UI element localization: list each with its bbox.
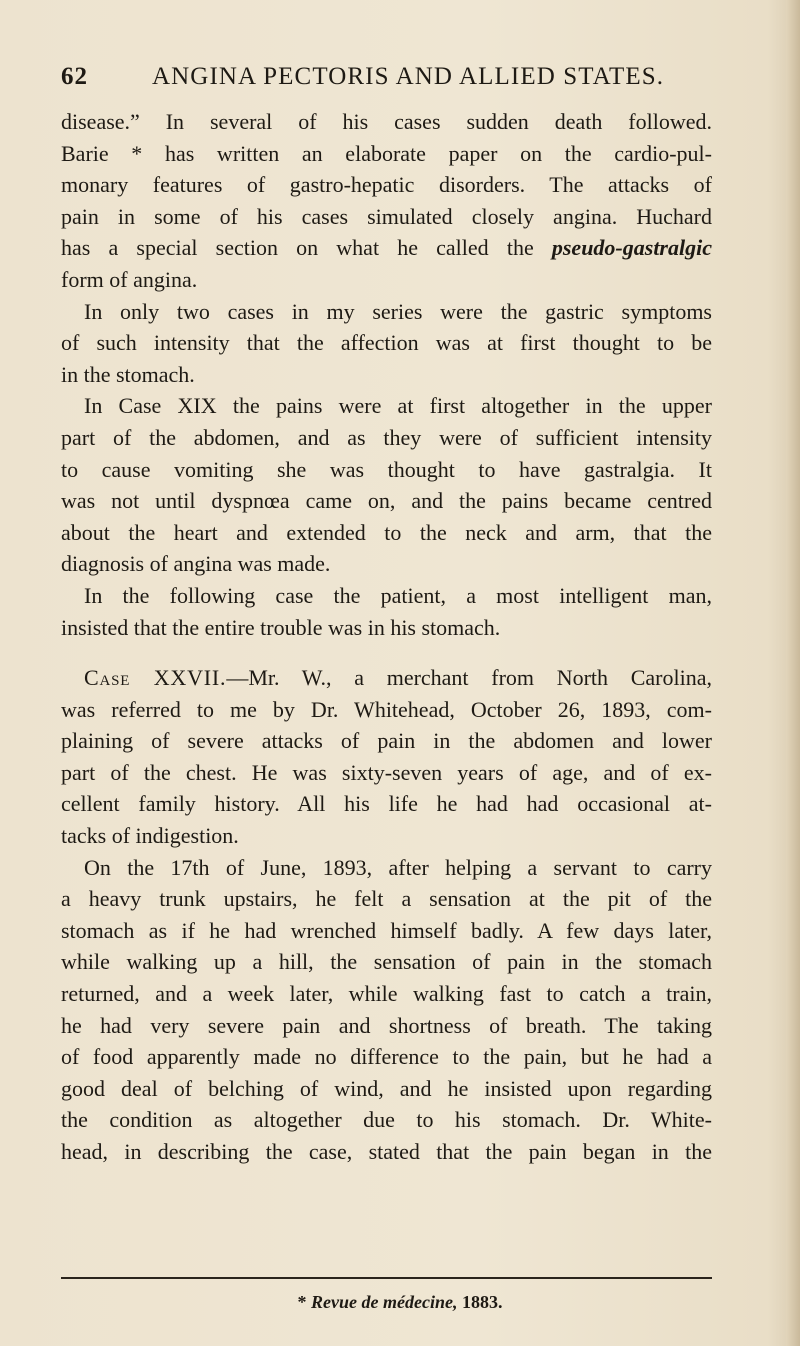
page-header <box>61 60 711 94</box>
paragraph-start: On the 17th of June, 1893, after helping a servant to carry <box>84 854 712 880</box>
text-line: of such intensity that the affection was at first thought to be <box>61 330 712 356</box>
text-line: while walking up a hill, the sensation of pain in the stomach <box>61 949 712 975</box>
paragraph-start: In the following case the patient, a most intelligent man, <box>84 582 712 608</box>
text-line <box>61 232 712 264</box>
text-line: about the heart and extended to the neck and arm, that the <box>61 519 712 545</box>
text-line: returned, and a week later, while walking fast to catch a train, <box>61 981 712 1007</box>
text-line: a heavy trunk upstairs, he felt a sensation at the pit of the <box>61 886 712 912</box>
footnote-year: 1883. <box>457 1292 503 1312</box>
footnote <box>0 1292 800 1313</box>
text-line: head, in describing the case, stated that the pain began in the <box>61 1139 712 1164</box>
case-heading-line <box>61 662 712 694</box>
text-line: Barie * has written an elaborate paper on the cardio-pul- <box>61 140 712 166</box>
body-text <box>61 106 712 1168</box>
text-line: pain in some of his cases simulated closely angina. Huchard <box>61 203 712 229</box>
text-line: part of the abdomen, and as they were of sufficient intensity <box>61 424 712 450</box>
text-line: part of the chest. He was sixty-seven years of age, and of ex- <box>61 759 712 785</box>
paragraph-start: In Case XIX the pains were at first altogether in the upper <box>84 393 712 419</box>
emphasis-term: pseudo-gastralgic <box>551 235 712 261</box>
paragraph-start: In only two cases in my series were the gastric symptoms <box>84 298 712 324</box>
page-number: 62 <box>61 63 88 90</box>
text-line: stomach as if he had wrenched himself badly. A few days later, <box>61 917 712 943</box>
text-run: has a special section on what he called the <box>61 235 534 261</box>
text-line: diagnosis of angina was made. <box>61 551 331 577</box>
running-title: ANGINA PECTORIS AND ALLIED STATES. <box>152 63 665 90</box>
text-run: —Mr. W., a merchant from North Carolina, <box>226 665 712 691</box>
text-line: in the stomach. <box>61 361 195 387</box>
case-label: Case XXVII. <box>84 665 227 691</box>
text-line: of food apparently made no difference to the pain, but he had a <box>61 1044 712 1070</box>
text-line: good deal of belching of wind, and he insisted upon regarding <box>61 1075 712 1101</box>
footnote-marker: * <box>297 1292 312 1312</box>
text-line: to cause vomiting she was thought to have gastralgia. It <box>61 456 712 482</box>
text-line: was referred to me by Dr. Whitehead, October 26, 1893, com- <box>61 696 712 722</box>
text-line: insisted that the entire trouble was in his stomach. <box>61 614 501 640</box>
text-line: monary features of gastro-hepatic disorders. The attacks of <box>61 172 712 198</box>
text-line: form of angina. <box>61 266 198 292</box>
text-line: he had very severe pain and shortness of breath. The taking <box>61 1012 712 1038</box>
footnote-source: Revue de médecine, <box>311 1292 458 1312</box>
text-line: cellent family history. All his life he had had occasional at- <box>61 791 712 817</box>
text-line: was not until dyspnœa came on, and the pains became centred <box>61 488 712 514</box>
page-edge <box>786 0 800 1346</box>
text-line: plaining of severe attacks of pain in the abdomen and lower <box>61 728 712 754</box>
text-line: disease.” In several of his cases sudden death followed. <box>61 109 712 134</box>
text-line: the condition as altogether due to his stomach. Dr. White- <box>61 1107 712 1133</box>
text-line: tacks of indigestion. <box>61 823 239 849</box>
footnote-rule <box>61 1277 712 1279</box>
